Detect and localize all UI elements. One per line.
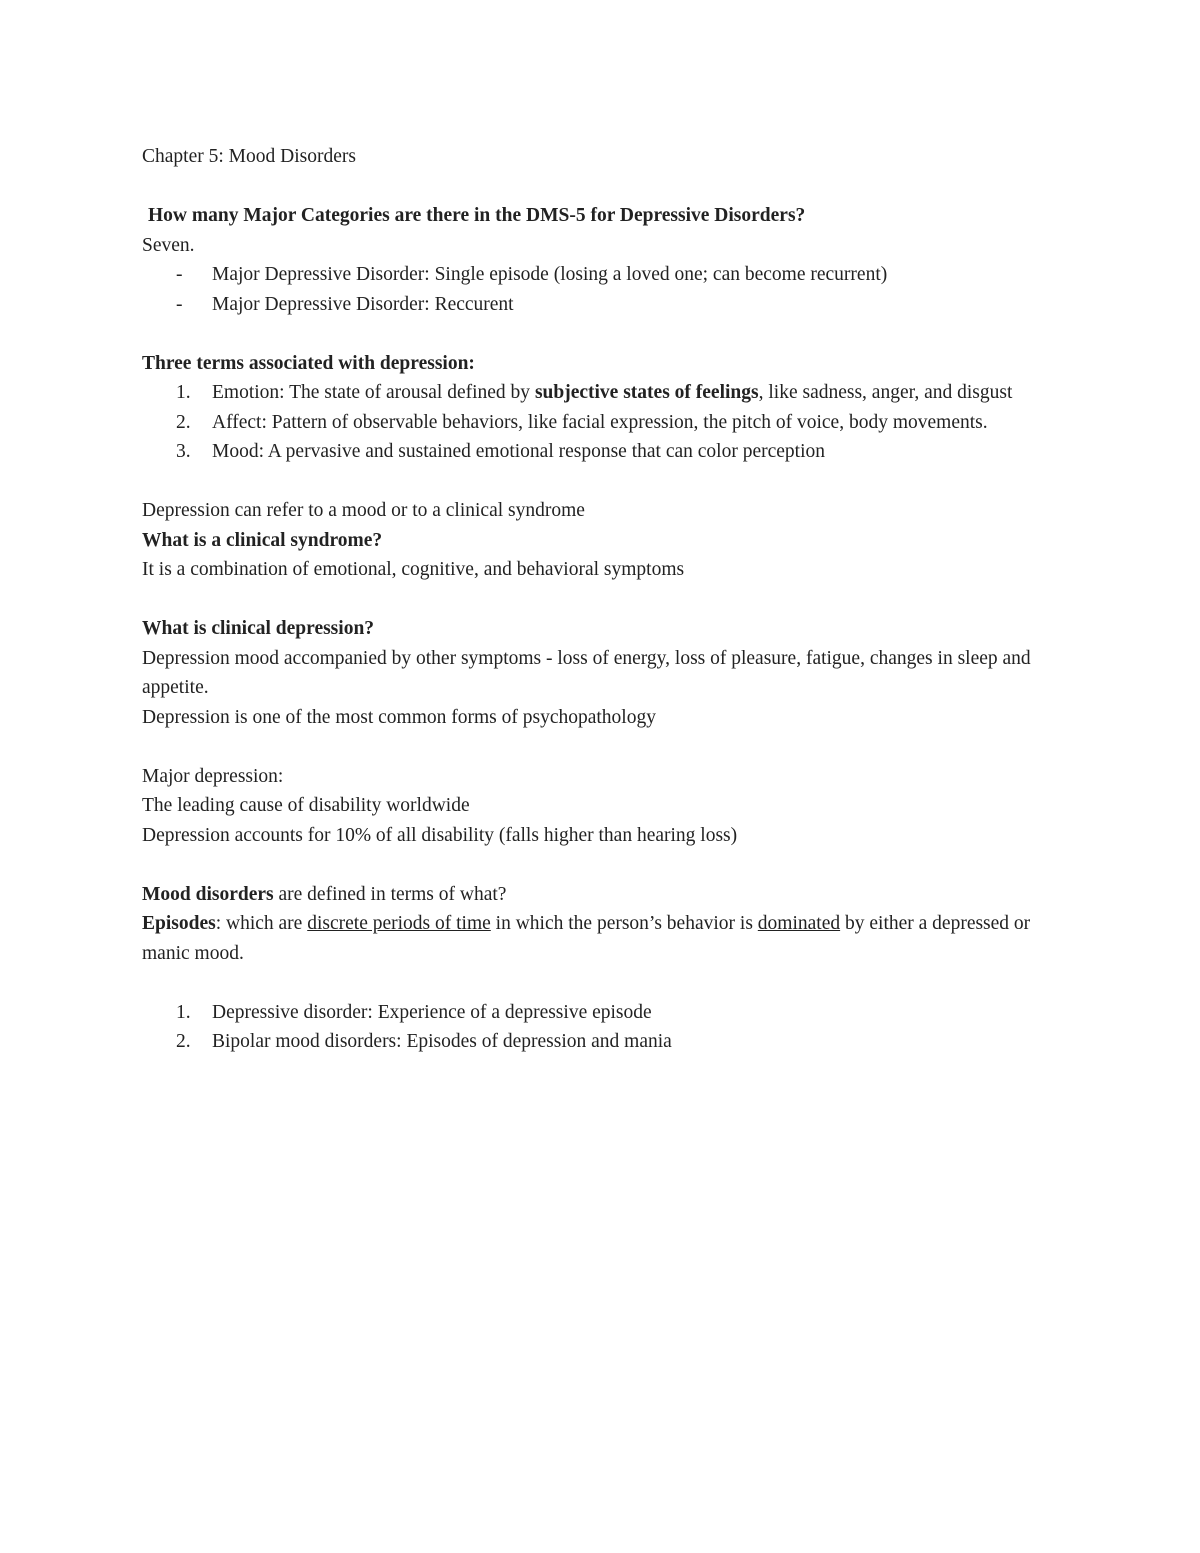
- episodes-underline-1: discrete periods of time: [307, 913, 491, 934]
- list-item: [142, 260, 1062, 290]
- spacer: [142, 467, 1062, 497]
- terms-list: [142, 378, 1062, 467]
- answer-seven: Seven.: [142, 234, 195, 256]
- spacer: [142, 732, 1062, 762]
- type-bipolar: Bipolar mood disorders: Episodes of depression and mania: [212, 1031, 672, 1052]
- spacer: [142, 968, 1062, 998]
- answer-episodes: [142, 909, 1062, 968]
- episodes-text-2: in which the person’s behavior is: [490, 913, 758, 934]
- question-mood-disorders: [142, 880, 1062, 910]
- term-emotion-pre: Emotion: The state of arousal defined by: [212, 382, 535, 403]
- question-major-categories: How many Major Categories are there in the DMS-5 for Depressive Disorders?: [148, 205, 806, 226]
- term-emotion-post: , like sadness, anger, and disgust: [758, 382, 1013, 403]
- term-mood: Mood: A pervasive and sustained emotional response that can color perception: [212, 441, 826, 462]
- mood-disorders-rest: are defined in terms of what?: [273, 883, 507, 905]
- mood-disorders-bold: Mood disorders: [142, 883, 274, 905]
- episodes-bold: Episodes: [142, 913, 216, 934]
- major-depression-heading: Major depression:: [142, 765, 284, 787]
- major-depression-line-2: Depression accounts for 10% of all disability (falls higher than hearing loss): [142, 824, 738, 846]
- list-item-text: Major Depressive Disorder: Reccurent: [212, 293, 514, 315]
- answer-clinical-syndrome: It is a combination of emotional, cognitive, and behavioral symptoms: [142, 559, 685, 580]
- dash-list: [142, 260, 1062, 319]
- list-item-text: Major Depressive Disorder: Single episode (losing a loved one; can become recurrent): [212, 264, 888, 285]
- episodes-text-3: by either a depressed or manic mood.: [142, 913, 1031, 964]
- answer-clinical-depression: Depression mood accompanied by other symptoms - loss of energy, loss of pleasure, fatigue, changes in sleep and appetite.: [142, 647, 1031, 698]
- list-item: [142, 290, 1062, 320]
- paragraph-depression-refer: Depression can refer to a mood or to a clinical syndrome: [142, 500, 585, 521]
- list-number: 2.: [176, 1031, 191, 1052]
- term-emotion-bold: subjective states of feelings: [534, 382, 759, 403]
- dash-marker: -: [176, 293, 183, 315]
- dash-marker: -: [176, 264, 183, 285]
- type-depressive: Depressive disorder: Experience of a depressive episode: [212, 1001, 652, 1023]
- list-number: 1.: [176, 1001, 191, 1023]
- spacer: [142, 585, 1062, 615]
- document-title: Chapter 5: Mood Disorders: [142, 146, 356, 167]
- list-number: 3.: [176, 441, 191, 462]
- answer-clinical-depression-2: Depression is one of the most common forms of psychopathology: [142, 706, 656, 728]
- question-clinical-syndrome: What is a clinical syndrome?: [142, 529, 383, 551]
- episodes-text-1: : which are: [215, 913, 308, 934]
- document-page: [142, 142, 1062, 1057]
- question-three-terms: Three terms associated with depression:: [142, 352, 475, 374]
- disorder-types-list: [142, 998, 1062, 1057]
- list-item: [142, 437, 1062, 467]
- list-item: [142, 408, 1062, 438]
- list-item: [142, 378, 1062, 408]
- list-item: [142, 998, 1062, 1028]
- episodes-underline-2: dominated: [757, 913, 841, 934]
- spacer: [142, 172, 1062, 202]
- spacer: [142, 850, 1062, 880]
- list-number: 1.: [176, 382, 191, 403]
- question-clinical-depression: What is clinical depression?: [142, 618, 375, 639]
- list-item: [142, 1027, 1062, 1057]
- spacer: [142, 319, 1062, 349]
- major-depression-line-1: The leading cause of disability worldwide: [142, 795, 470, 816]
- term-affect: Affect: Pattern of observable behaviors, like facial expression, the pitch of voice, body movements.: [212, 411, 988, 433]
- list-number: 2.: [176, 411, 191, 433]
